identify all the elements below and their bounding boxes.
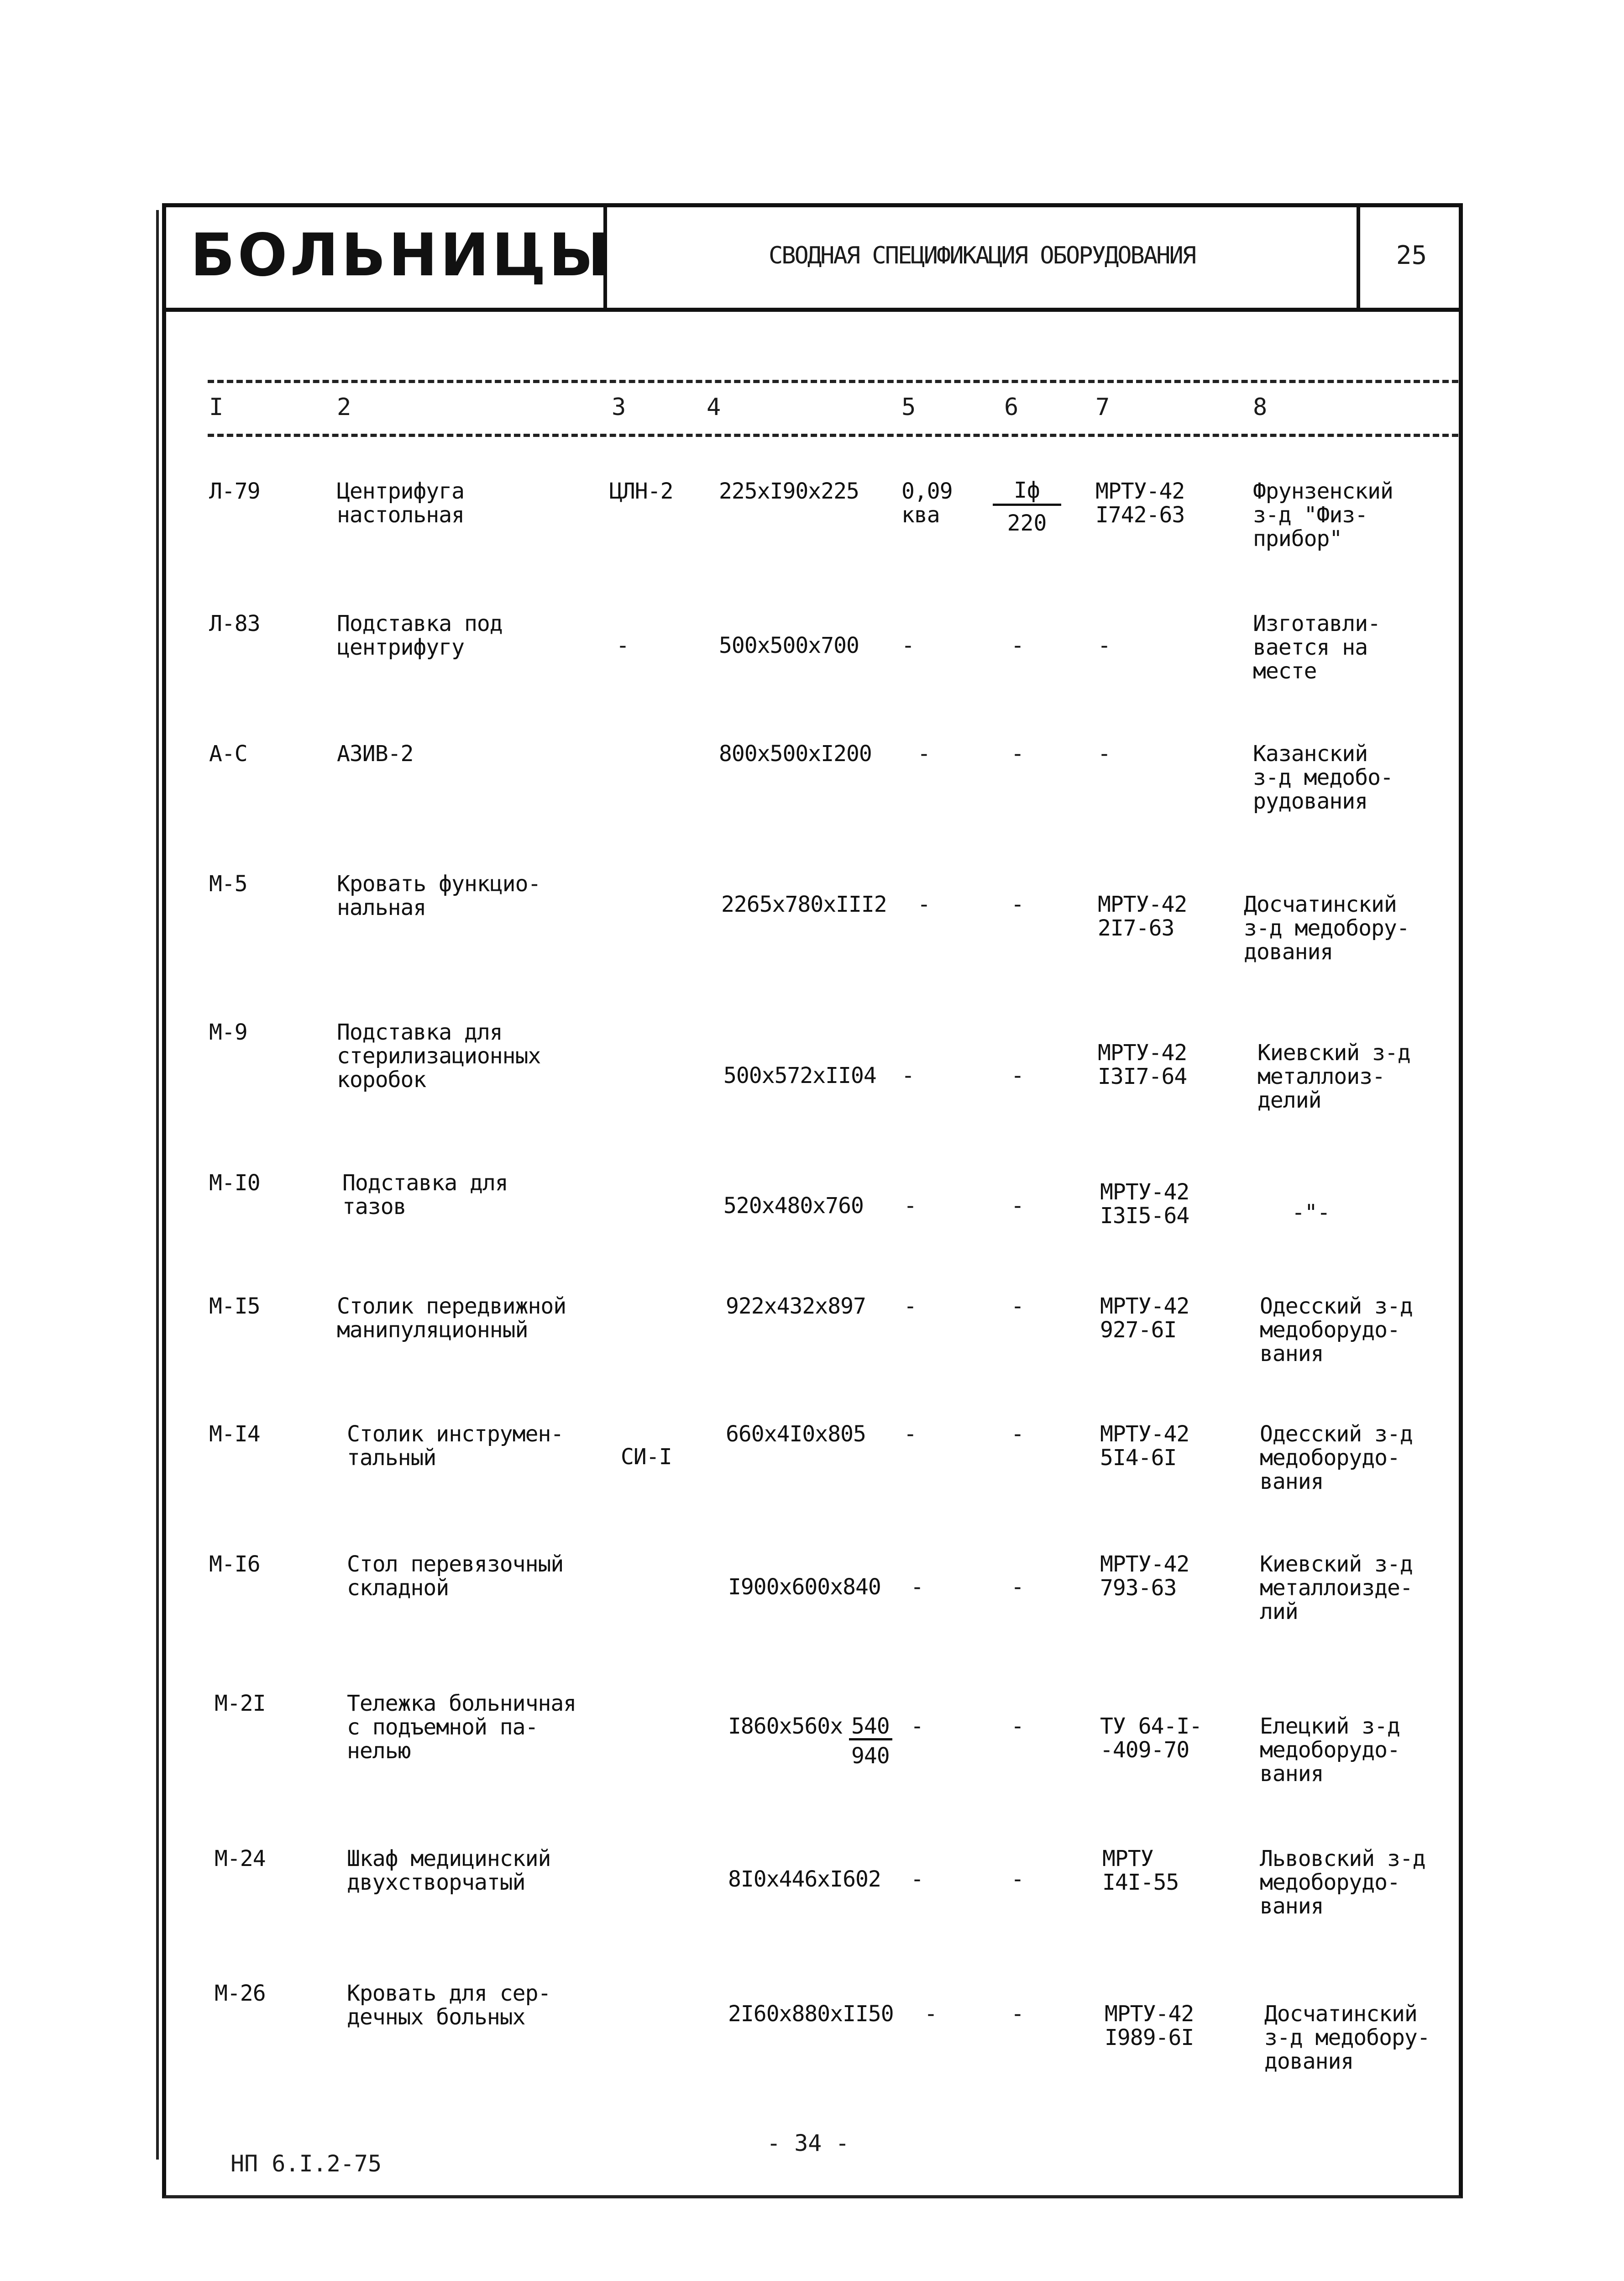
row-code: М-I0 <box>209 1170 260 1196</box>
sheet-number-cell <box>1360 203 1463 308</box>
row-name: Кровать для сер- дечных больных <box>347 1981 551 2030</box>
row-code: М-2I <box>215 1691 266 1716</box>
row-type: ЦЛН-2 <box>609 478 673 504</box>
row-manufacturer: Одесский з-д медоборудо- вания <box>1260 1421 1413 1494</box>
fraction-bar <box>993 504 1061 506</box>
row-standard: МРТУ-42 5I4-6I <box>1100 1421 1189 1471</box>
page-number: - 34 - <box>767 2130 849 2156</box>
row-name: АЗИВ-2 <box>337 741 414 767</box>
row-phase: - <box>1011 892 1024 917</box>
row-power: - <box>901 633 914 658</box>
row-standard: ТУ 64-I- -409-70 <box>1100 1713 1202 1763</box>
row-standard: - <box>1098 741 1111 767</box>
row-dimensions: I900x600x840 <box>728 1574 881 1600</box>
row-phase: - <box>1011 1421 1024 1447</box>
title-cell <box>162 203 612 308</box>
row-standard: МРТУ-42 2I7-63 <box>1098 892 1187 941</box>
row-power: - <box>904 1293 917 1319</box>
row-manufacturer: Досчатинский з-д медобору- дования <box>1264 2001 1430 2074</box>
document-subtitle: СВОДНАЯ СПЕЦИФИКАЦИЯ ОБОРУДОВАНИЯ <box>768 242 1195 269</box>
column-header-2: 2 <box>337 394 351 421</box>
column-header-5: 5 <box>901 394 916 421</box>
row-manufacturer: Елецкий з-д медоборудо- вания <box>1260 1713 1400 1787</box>
row-code: Л-83 <box>209 611 260 636</box>
row-code: М-26 <box>215 1981 266 2006</box>
column-header-8: 8 <box>1253 394 1268 421</box>
row-standard: МРТУ-42 I3I7-64 <box>1098 1040 1187 1089</box>
row-dimensions: 8I0x446xI602 <box>728 1866 881 1892</box>
column-header-1: I <box>209 394 224 421</box>
row-phase: - <box>1011 1063 1024 1088</box>
binding-edge-line <box>156 210 159 2160</box>
row-dimensions: 2265x780xIII2 <box>721 892 887 917</box>
column-header-bottom-rule <box>208 434 1458 437</box>
document-title: БОЛЬНИЦЫ <box>190 221 612 289</box>
column-header-7: 7 <box>1095 394 1110 421</box>
row-phase: - <box>1011 633 1024 658</box>
row-name: Подставка под центрифугу <box>337 611 503 660</box>
row-name: Кровать функцио- нальная <box>337 871 541 920</box>
row-name: Стол перевязочный складной <box>347 1551 564 1601</box>
row-standard: МРТУ I4I-55 <box>1102 1846 1179 1895</box>
row-name: Столик инструмен- тальный <box>347 1421 564 1471</box>
subtitle-cell <box>607 203 1360 308</box>
fraction-bar <box>849 1738 892 1740</box>
row-code: М-I4 <box>209 1421 260 1447</box>
row-standard: - <box>1098 633 1111 658</box>
column-header-4: 4 <box>707 394 721 421</box>
row-phase: - <box>1011 1713 1024 1739</box>
row-power: - <box>904 1421 917 1447</box>
row-type: СИ-I <box>621 1444 672 1470</box>
row-phase: - <box>1011 1866 1024 1892</box>
row-code: А-С <box>209 741 247 767</box>
row-name: Тележка больничная с подъемной па- нелью <box>347 1691 576 1764</box>
row-standard: МРТУ-42 927-6I <box>1100 1293 1189 1343</box>
row-code: М-24 <box>215 1846 266 1871</box>
row-power: - <box>924 2001 937 2027</box>
row-manufacturer: Казанский з-д медобо- рудования <box>1253 741 1393 814</box>
column-header-3: 3 <box>612 394 626 421</box>
row-phase-numerator: Iф <box>1014 478 1040 503</box>
row-power: - <box>901 1063 914 1088</box>
row-manufacturer: Киевский з-д металлоиз- делий <box>1257 1040 1410 1113</box>
row-power: - <box>911 1866 923 1892</box>
row-phase: - <box>1011 1293 1024 1319</box>
row-manufacturer: Львовский з-д медоборудо- вания <box>1260 1846 1425 1919</box>
row-phase: - <box>1011 741 1024 767</box>
sheet-number: 25 <box>1396 241 1427 270</box>
row-dimensions: 2I60x880xII50 <box>728 2001 894 2027</box>
row-manufacturer: -"- <box>1292 1200 1330 1225</box>
row-standard: МРТУ-42 I742-63 <box>1095 478 1185 528</box>
row-code: М-5 <box>209 871 247 897</box>
row-phase: - <box>1011 2001 1024 2027</box>
row-code: Л-79 <box>209 478 260 504</box>
row-dimensions: I860x560x <box>728 1713 843 1739</box>
row-height-variant-2: 940 <box>851 1743 890 1769</box>
row-power: - <box>917 892 930 917</box>
row-power: - <box>917 741 930 767</box>
row-manufacturer: Изготавли- вается на месте <box>1253 611 1380 684</box>
row-power: - <box>911 1574 923 1600</box>
row-phase-denominator: 220 <box>1007 510 1047 536</box>
column-header-6: 6 <box>1004 394 1019 421</box>
row-dimensions: 225xI90x225 <box>719 478 859 504</box>
row-power: 0,09 ква <box>901 478 953 528</box>
row-name: Подставка для стерилизационных коробок <box>337 1020 541 1093</box>
row-dimensions: 500x500x700 <box>719 633 859 658</box>
row-name: Столик передвижной манипуляционный <box>337 1293 566 1343</box>
row-standard: МРТУ-42 793-63 <box>1100 1551 1189 1601</box>
row-manufacturer: Киевский з-д металлоизде- лий <box>1260 1551 1413 1624</box>
row-code: М-I5 <box>209 1293 260 1319</box>
row-code: М-9 <box>209 1020 247 1045</box>
row-manufacturer: Фрунзенский з-д "Физ- прибор" <box>1253 478 1393 552</box>
row-dimensions: 922x432x897 <box>726 1293 866 1319</box>
row-power: - <box>904 1193 917 1219</box>
row-phase: - <box>1011 1193 1024 1219</box>
document-code: НП 6.I.2-75 <box>231 2150 382 2177</box>
row-name: Центрифуга настольная <box>337 478 464 528</box>
row-dimensions: 520x480x760 <box>723 1193 864 1219</box>
row-manufacturer: Досчатинский з-д медобору- дования <box>1244 892 1409 965</box>
title-block <box>162 203 1463 312</box>
row-standard: МРТУ-42 I3I5-64 <box>1100 1179 1189 1229</box>
row-name: Подставка для тазов <box>342 1170 508 1219</box>
row-standard: МРТУ-42 I989-6I <box>1105 2001 1194 2050</box>
row-dimensions: 500x572xII04 <box>723 1063 876 1088</box>
row-name: Шкаф медицинский двухстворчатый <box>347 1846 551 1895</box>
row-dimensions: 660x4I0x805 <box>726 1421 866 1447</box>
row-height-variant-1: 540 <box>851 1713 890 1739</box>
row-code: М-I6 <box>209 1551 260 1577</box>
row-power: - <box>911 1713 923 1739</box>
row-dimensions: 800x500xI200 <box>719 741 872 767</box>
row-type: - <box>616 633 629 658</box>
row-manufacturer: Одесский з-д медоборудо- вания <box>1260 1293 1413 1366</box>
column-header-top-rule <box>208 380 1458 383</box>
row-phase: - <box>1011 1574 1024 1600</box>
